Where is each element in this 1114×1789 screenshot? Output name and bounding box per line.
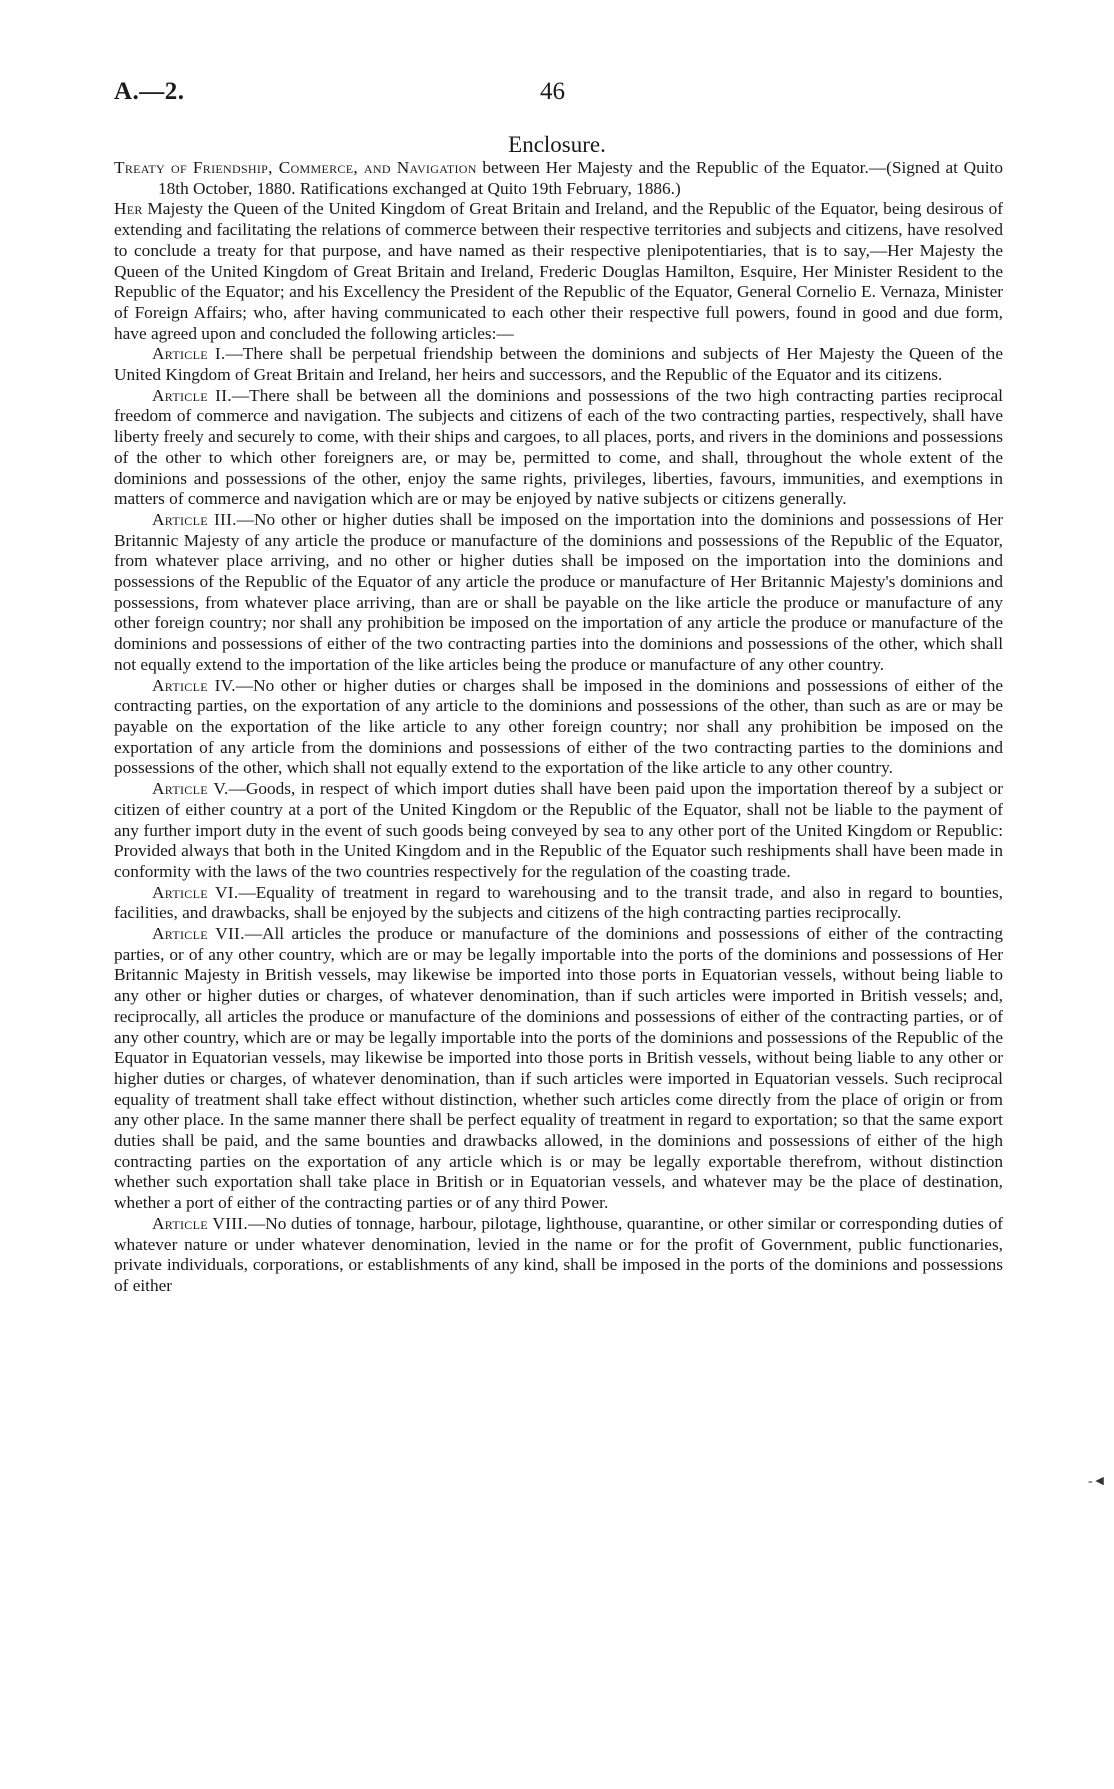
- treaty-title-rest: between Her Majesty and the Republic of the Equator.—(Signed at Quito 18th October, 1880. Ratifications exchanged at Quito 19th February, 1886.): [158, 158, 1003, 198]
- article-label: Article IV.: [152, 675, 236, 695]
- treaty-title-lead: Treaty of Friendship, Commerce, and Navigation: [114, 158, 477, 177]
- treaty-title: [114, 158, 1003, 199]
- margin-mark: -◄: [1088, 1474, 1107, 1489]
- article-label: Article I.: [152, 344, 226, 364]
- article-text: —Goods, in respect of which import duties shall have been paid upon the importation thereof by a subject or citizen of either country at a port of the United Kingdom or the Republic of the Equator, shall not be liable to the payment of any further import duty in the event of such goods being conveyed by sea to any other port of the United Kingdom or Republic: Provided always that both in the United Kingdom and in the Republic of the Equator such reshipments shall have been made in conformity with the laws of the two countries respectively for the regulation of the coasting trade.: [114, 779, 1003, 881]
- preamble-text: Majesty the Queen of the United Kingdom of Great Britain and Ireland, and the Republic of the Equator, being desirous of extending and facilitating the relations of commerce between their respective territories and subjects and citizens, have resolved to conclude a treaty for that purpose, and have named as their respective plenipotentiaries, that is to say,—Her Majesty the Queen of the United Kingdom of Great Britain and Ireland, Frederic Douglas Hamilton, Esquire, Her Minister Resident to the Republic of the Equator; and his Excellency the President of the Republic of the Equator, General Cornelio E. Vernaza, Minister of Foreign Affairs; who, after having communicated to each other their respective full powers, found in good and due form, have agreed upon and concluded the following articles:—: [114, 199, 1003, 343]
- article-text: —No other or higher duties or charges shall be imposed in the dominions and possessions of either of the contracting parties, on the exportation of any article to the dominions and possessions of the other, than such as are or may be payable on the exportation of the like article to any other foreign country; nor shall any prohibition be imposed on the exportation of any article from the dominions and possessions of either of the two contracting parties to the dominions and possessions of the other, which shall not equally extend to the exportation of the like article to any other country.: [114, 675, 1004, 778]
- article-paragraph: [114, 344, 1003, 385]
- article-paragraph: [114, 1214, 1003, 1297]
- article-text: —All articles the produce or manufacture of the dominions and possessions of either of the contracting parties, or of any other country, which are or may be legally importable into the ports of the dominions and possessions of Her Britannic Majesty in British vessels, may likewise be imported into those ports in Equatorian vessels, without being liable to any other or higher duties or charges, of whatever denomination, than if such articles were imported in British vessels; and, reciprocally, all articles the produce or manufacture of the dominions and possessions of either of the contracting parties, or of any other country, which are or may be legally importable into the ports of the dominions and possessions of the Republic of the Equator in Equatorian vessels, may likewise be imported into those ports in British vessels, without being liable to any other or higher duties or charges, of whatever denomination, than if such articles were imported in Equatorian vessels. Such reciprocal equality of treatment shall take effect without distinction, whether such articles come directly from the place of origin or from any other place. In the same manner there shall be perfect equality of treatment in regard to exportation; so that the same export duties shall be paid, and the same bounties and drawbacks allowed, in the dominions and possessions of either of the high contracting parties on the exportation of any article which is or may be legally exportable therefrom, without distinction whether such exportation shall take place in British or in Equatorian vessels, and whatever may be the place of destination, whether a port of either of the contracting parties or of any third Power.: [114, 924, 1003, 1213]
- article-paragraph: [114, 883, 1003, 924]
- article-label: Article VI.: [152, 882, 239, 902]
- article-text: —Equality of treatment in regard to warehousing and to the transit trade, and also in regard to bounties, facilities, and drawbacks, shall be enjoyed by the subjects and citizens of the high contracting parties reciprocally.: [114, 882, 1003, 923]
- article-label: Article II.: [152, 385, 232, 405]
- preamble-paragraph: [114, 199, 1003, 344]
- article-paragraph: [114, 510, 1003, 676]
- article-paragraph: [114, 779, 1003, 883]
- article-text: —No duties of tonnage, harbour, pilotage, lighthouse, quarantine, or other similar or corresponding duties of whatever nature or under whatever denomination, levied in the name or for the profit of Government, public functionaries, private individuals, corporations, or establishments of any kind, shall be imposed in the ports of the dominions and possessions of either: [114, 1213, 1003, 1295]
- article-text: —There shall be between all the dominions and possessions of the two high contracting parties reciprocal freedom of commerce and navigation. The subjects and citizens of each of the two contracting parties, respectively, shall have liberty freely and securely to come, with their ships and cargoes, to all places, ports, and rivers in the dominions and possessions of the other to which other foreigners are, or may be, permitted to come, and shall, throughout the whole extent of the dominions and possessions of the other, enjoy the same rights, privileges, liberties, favours, immunities, and exemptions in matters of commerce and navigation which are or may be enjoyed by native subjects or citizens generally.: [114, 385, 1003, 509]
- article-paragraph: [114, 386, 1003, 510]
- article-label: Article III.: [152, 509, 237, 529]
- page-number: 46: [540, 78, 565, 105]
- article-paragraph: [114, 676, 1003, 780]
- article-paragraph: [114, 924, 1003, 1214]
- article-text: —There shall be perpetual friendship between the dominions and subjects of Her Majesty the Queen of the United Kingdom of Great Britain and Ireland, her heirs and successors, and the Republic of the Equator and its citizens.: [114, 344, 1003, 385]
- document-body: [114, 158, 1003, 1297]
- preamble-lead: Her: [114, 199, 143, 219]
- article-label: Article VIII.: [152, 1213, 248, 1233]
- document-reference: A.—2.: [114, 78, 185, 105]
- article-label: Article V.: [152, 779, 229, 799]
- enclosure-heading: Enclosure.: [508, 132, 606, 157]
- article-text: —No other or higher duties shall be imposed on the importation into the dominions and possessions of Her Britannic Majesty of any article the produce or manufacture of the dominions and possessions of the Republic of the Equator, from whatever place arriving, and no other or higher duties shall be imposed on the importation into the dominions and possessions of the Republic of the Equator of any article the produce or manufacture of Her Britannic Majesty's dominions and possessions, from whatever place arriving, than are or shall be payable on the like article the produce or manufacture of any other foreign country; nor shall any prohibition be imposed on the importation of any article the produce or manufacture of the dominions and possessions of either of the two contracting parties into the dominions and possessions of the other, which shall not equally extend to the importation of the like articles being the produce or manufacture of any other country.: [114, 509, 1003, 674]
- article-label: Article VII.: [152, 924, 245, 944]
